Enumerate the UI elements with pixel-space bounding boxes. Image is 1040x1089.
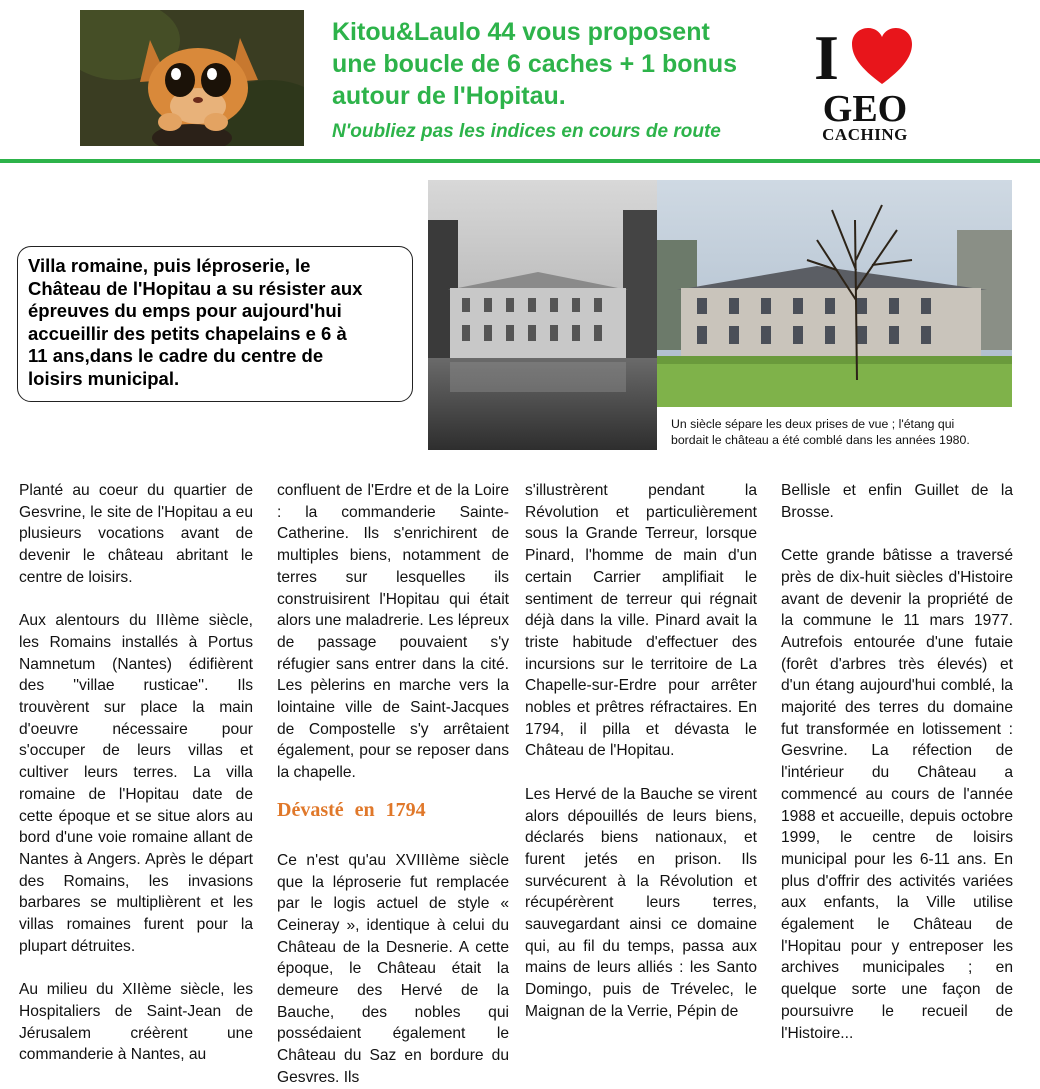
article-column-1 [19, 480, 253, 1066]
header-title [332, 16, 802, 112]
article-paragraph: Au milieu du XIIème siècle, les Hospitaliers de Saint-Jean de Jérusalem créèrent une commanderie à Nantes, au [19, 981, 253, 1064]
article-paragraph: Ce n'est qu'au XVIIIème siècle que la léproserie fut remplacée par le logis actuel de style « Ceineray », identique à celui du Château de la Desnerie. A cette époque, le Château était la demeure des Hervé de la Bauche, des nobles qui possédaient également le Château du Saz en bordure du Gesvres. Ils [277, 851, 509, 1086]
section-heading: Dévasté en 1794 [277, 798, 426, 821]
photo-caption [671, 416, 1011, 448]
article-column-3 [525, 480, 757, 1023]
photo-caption-line: Un siècle sépare les deux prises de vue ; l'étang qui [671, 417, 955, 431]
logo-letter: I [814, 22, 839, 93]
article-column-4 [781, 480, 1013, 1044]
intro-line: Villa romaine, puis léproserie, le [28, 255, 311, 276]
intro-line: 11 ans,dans le cadre du centre de [28, 345, 324, 366]
intro-line: accueillir des petits chapelains e 6 à [28, 322, 347, 344]
article-column-2 [277, 480, 509, 1089]
article-paragraph: Aux alentours du IIIème siècle, les Romains installés à Portus Namnetum (Nantes) édifièrent des ''villae rusticae''. Ils trouvèrent sur place la main d'oeuvre nécessaire pour s'occuper de leurs villas et cultiver leurs terres. La villa romaine de l'Hopitau date de cette époque et se situe alors au bord d'une voie romaine allant de Nantes à Angers. Après le départ des Romains, les invasions barbares se multiplièrent et les villas romaines furent pour la plupart détruites. [19, 612, 253, 955]
article-paragraph: s'illustrèrent pendant la Révolution et particulièrement sous la Grande Terreur, lorsque Pinard, l'homme de main d'un certain Carrier amplifiait le sentiment de terreur qui régnait déjà dans la ville. Pinard avait la triste habitude d'effectuer des incursions sur le territoire de La Chapelle-sur-Erdre pour arrêter nobles et prêtres réfractaires. En 1794, il pilla et dévasta le Château de l'Hopitau. [525, 482, 757, 760]
chateau-old-photo [428, 180, 657, 450]
logo-geo: GEO [822, 88, 908, 130]
article-paragraph: Cette grande bâtisse a traversé près de dix-huit siècles d'Histoire avant de devenir la propriété de la commune le 11 mars 1977. Autrefois entourée d'une futaie (forêt d'arbres très élevés) et d'un étang aujourd'hui comblé, la majorité des terres du domaine fut transformée en lotissement : Gesvrine. La réfection de l'intérieur du Château a commencé au cours de l'année 1988 et accueille, depuis octobre 1999, le centre de loisirs municipal pour les 6-11 ans. En plus d'offrir des activités variées aux enfants, la Ville utilise également le Château de l'Hopitau pour y entreposer les archives municipales ; en quelque sorte une façon de poursuivre le recueil de l'Histoire... [781, 547, 1013, 1042]
header-title-line: autour de l'Hopitau. [332, 82, 566, 110]
article-paragraph: confluent de l'Erdre et de la Loire : la commanderie Sainte-Catherine. Ils s'enrichirent de multiples biens, notamment de terres sur lesquelles ils construisirent l'Hopitau qui était alors une maladrerie. Les lépreux de passage pouvaient s'y réfugier sans entrer dans la cité. Les pèlerins en marche vers la lointaine ville de Saint-Jacques de Compostelle s'y arrêtaient également, pour se reposer dans la chapelle. [277, 482, 509, 782]
geocaching-logo [810, 22, 920, 146]
header-divider [0, 159, 1040, 163]
article-paragraph: Les Hervé de la Bauche se virent alors dépouillés de leurs biens, déclarés biens nationaux, et furent jetés en prison. Ils survécurent à la Révolution et récupérèrent leurs terres, sauvegardant ainsi ce domaine qui, au fil du temps, passa aux mains de leurs alliés : les Santo Domingo, puis de Trévelec, le Maignan de la Verrie, Pépin de [525, 785, 757, 1020]
photo-caption-line: bordait le château a été comblé dans les années 1980. [671, 433, 970, 447]
article-paragraph: Bellisle et enfin Guillet de la Brosse. [781, 482, 1013, 521]
heart-icon [850, 26, 914, 86]
logo-caching: CACHING [822, 125, 908, 144]
cat-photo [80, 10, 304, 146]
intro-line: épreuves du emps pour aujourd'hui [28, 300, 342, 321]
intro-line: loisirs municipal. [28, 367, 180, 389]
header-title-line: Kitou&Laulo 44 vous proposent [332, 18, 710, 46]
intro-box [17, 246, 413, 402]
intro-line: Château de l'Hopitau a su résister aux [28, 277, 363, 299]
header-title-line: une boucle de 6 caches + 1 bonus [332, 50, 737, 78]
article-paragraph: Planté au coeur du quartier de Gesvrine, le site de l'Hopitau a eu plusieurs vocations avant de devenir le château abritant le centre de loisirs. [19, 482, 253, 586]
header-subtitle: N'oubliez pas les indices en cours de route [332, 121, 721, 142]
chateau-new-photo [657, 180, 1012, 407]
